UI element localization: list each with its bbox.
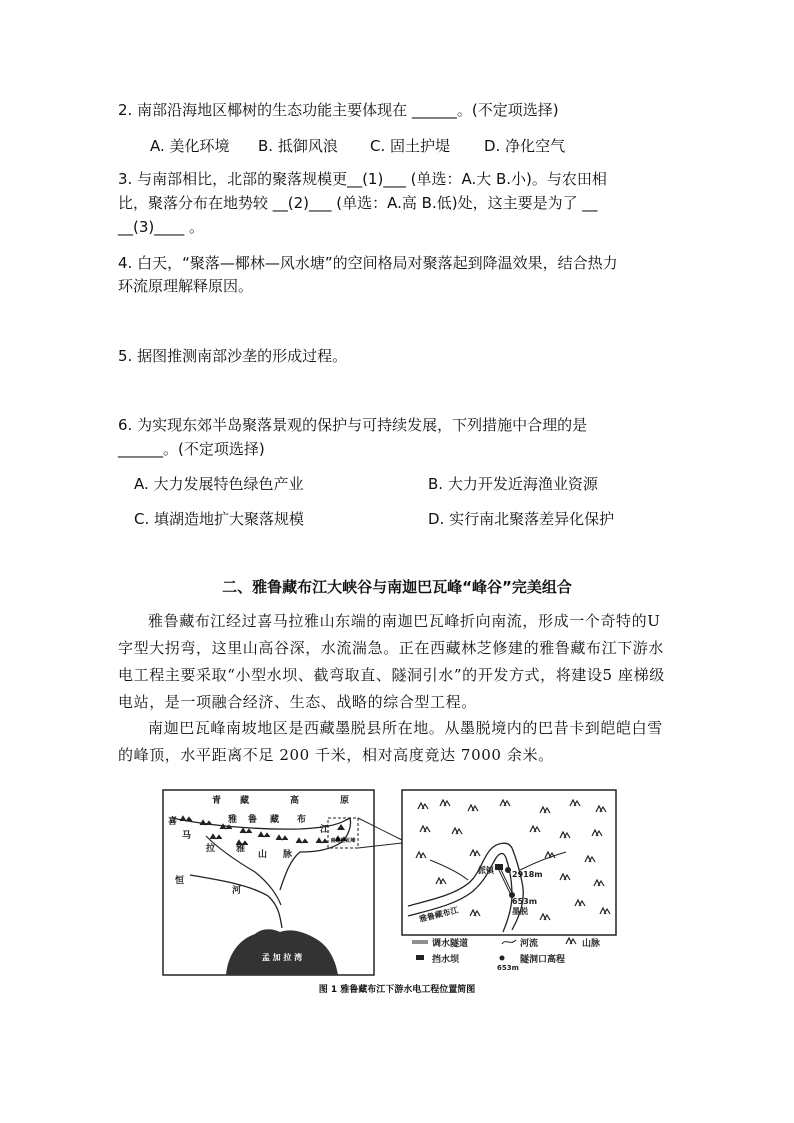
section-paragraph-1: 雅鲁藏布江经过喜马拉雅山东端的南迦巴瓦峰折向南流，形成一个奇特的U 字型大拐弯，这里山高谷深，水流湍急。正在西藏林芝修建的雅鲁藏布江下游水电工程主要采取“小型水坝、截弯取直、隧洞引水”的开发方式，将建设5 座梯级电站，是一项融合经济、生态、战略的综合型工程。 xyxy=(118,612,665,711)
q6-line2: ______。(不定项选择) xyxy=(118,440,265,458)
medog-label: 墨脱 xyxy=(512,907,528,916)
himalaya-char-5: 山 xyxy=(258,850,268,860)
q2-option-a: A. 美化环境 xyxy=(150,137,230,155)
bay-label: 孟 加 拉 湾 xyxy=(261,953,303,962)
q2-option-b: B. 抵御风浪 xyxy=(258,137,338,155)
legend-dam: 挡水坝 xyxy=(432,955,460,965)
q6-option-d: D. 实行南北聚落差异化保护 xyxy=(428,510,615,528)
section-paragraph-2: 南迦巴瓦峰南坡地区是西藏墨脱县所在地。从墨脱境内的巴昔卡到皑皑白雪的峰顶，水平距离不足 200 千米，相对高度竟达 7000 余米。 xyxy=(118,719,663,764)
elev-top-label: 2918m xyxy=(512,870,543,879)
pai-label: 派镇 xyxy=(478,866,494,875)
yarlung-char-2: 鲁 xyxy=(248,815,258,825)
q4-line1: 4. 白天，“聚落—椰林—风水塘”的空间格局对聚落起到降温效果，结合热力 xyxy=(118,254,618,272)
q3-line1: 3. 与南部相比，北部的聚落规模更__(1)___ (单选：A.大 B.小)。与农田相 xyxy=(118,170,607,188)
legend-tunnel: 调水隧道 xyxy=(432,939,469,949)
q3-line3: __(3)____ 。 xyxy=(118,218,205,236)
legend-elev-sample: 653m xyxy=(497,964,519,972)
dam-marker xyxy=(495,864,503,870)
himalaya-char-4: 雅 xyxy=(236,844,246,854)
legend-mountain: 山脉 xyxy=(582,939,601,949)
figure-caption: 图 1 雅鲁藏布江下游水电工程位置简图 xyxy=(318,985,476,995)
q3-line2: 比，聚落分布在地势较 __(2)___ (单选：A.高 B.低)处，这主要是为了 __ xyxy=(118,194,598,212)
plateau-char-3: 高 xyxy=(290,796,300,806)
river-right-label: 雅鲁藏布江 xyxy=(418,905,460,924)
ganges-char-2: 河 xyxy=(232,886,242,896)
section-title: 二、雅鲁藏布江大峡谷与南迦巴瓦峰“峰谷”完美组合 xyxy=(222,578,572,596)
legend xyxy=(412,937,601,972)
himalaya-char-6: 脉 xyxy=(283,850,293,860)
plateau-char-1: 青 xyxy=(212,796,222,806)
yarlung-char-5: 江 xyxy=(320,825,330,835)
q2-option-d: D. 净化空气 xyxy=(484,137,566,155)
legend-elev: 隧洞口高程 xyxy=(520,955,566,965)
peak-box-label: 南迦巴瓦峰 xyxy=(330,838,356,844)
yarlung-char-4: 布 xyxy=(297,815,307,825)
plateau-char-2: 藏 xyxy=(240,796,250,806)
elev-bottom-label: 653m xyxy=(512,897,538,906)
q4-line2: 环流原理解释原因。 xyxy=(118,277,254,295)
himalaya-char-3: 拉 xyxy=(206,844,216,854)
yarlung-char-1: 雅 xyxy=(228,815,238,825)
plateau-char-4: 原 xyxy=(340,796,350,806)
yarlung-char-3: 藏 xyxy=(270,815,280,825)
himalaya-char-1: 喜 xyxy=(168,817,178,827)
himalaya-char-2: 马 xyxy=(182,831,192,841)
q6-option-b: B. 大力开发近海渔业资源 xyxy=(428,475,598,493)
q2-option-c: C. 固土护堤 xyxy=(370,137,451,155)
q6-line1: 6. 为实现东郊半岛聚落景观的保护与可持续发展，下列措施中合理的是 xyxy=(118,416,588,434)
legend-river: 河流 xyxy=(520,939,539,949)
q5-line1: 5. 据图推测南部沙垄的形成过程。 xyxy=(118,347,348,365)
q2-stem: 2. 南部沿海地区椰树的生态功能主要体现在 ______。(不定项选择) xyxy=(118,101,559,119)
q6-option-c: C. 填湖造地扩大聚落规模 xyxy=(134,510,305,528)
q6-option-a: A. 大力发展特色绿色产业 xyxy=(134,475,304,493)
tunnel-entrance-top xyxy=(505,867,511,873)
ganges-char-1: 恒 xyxy=(175,876,185,886)
